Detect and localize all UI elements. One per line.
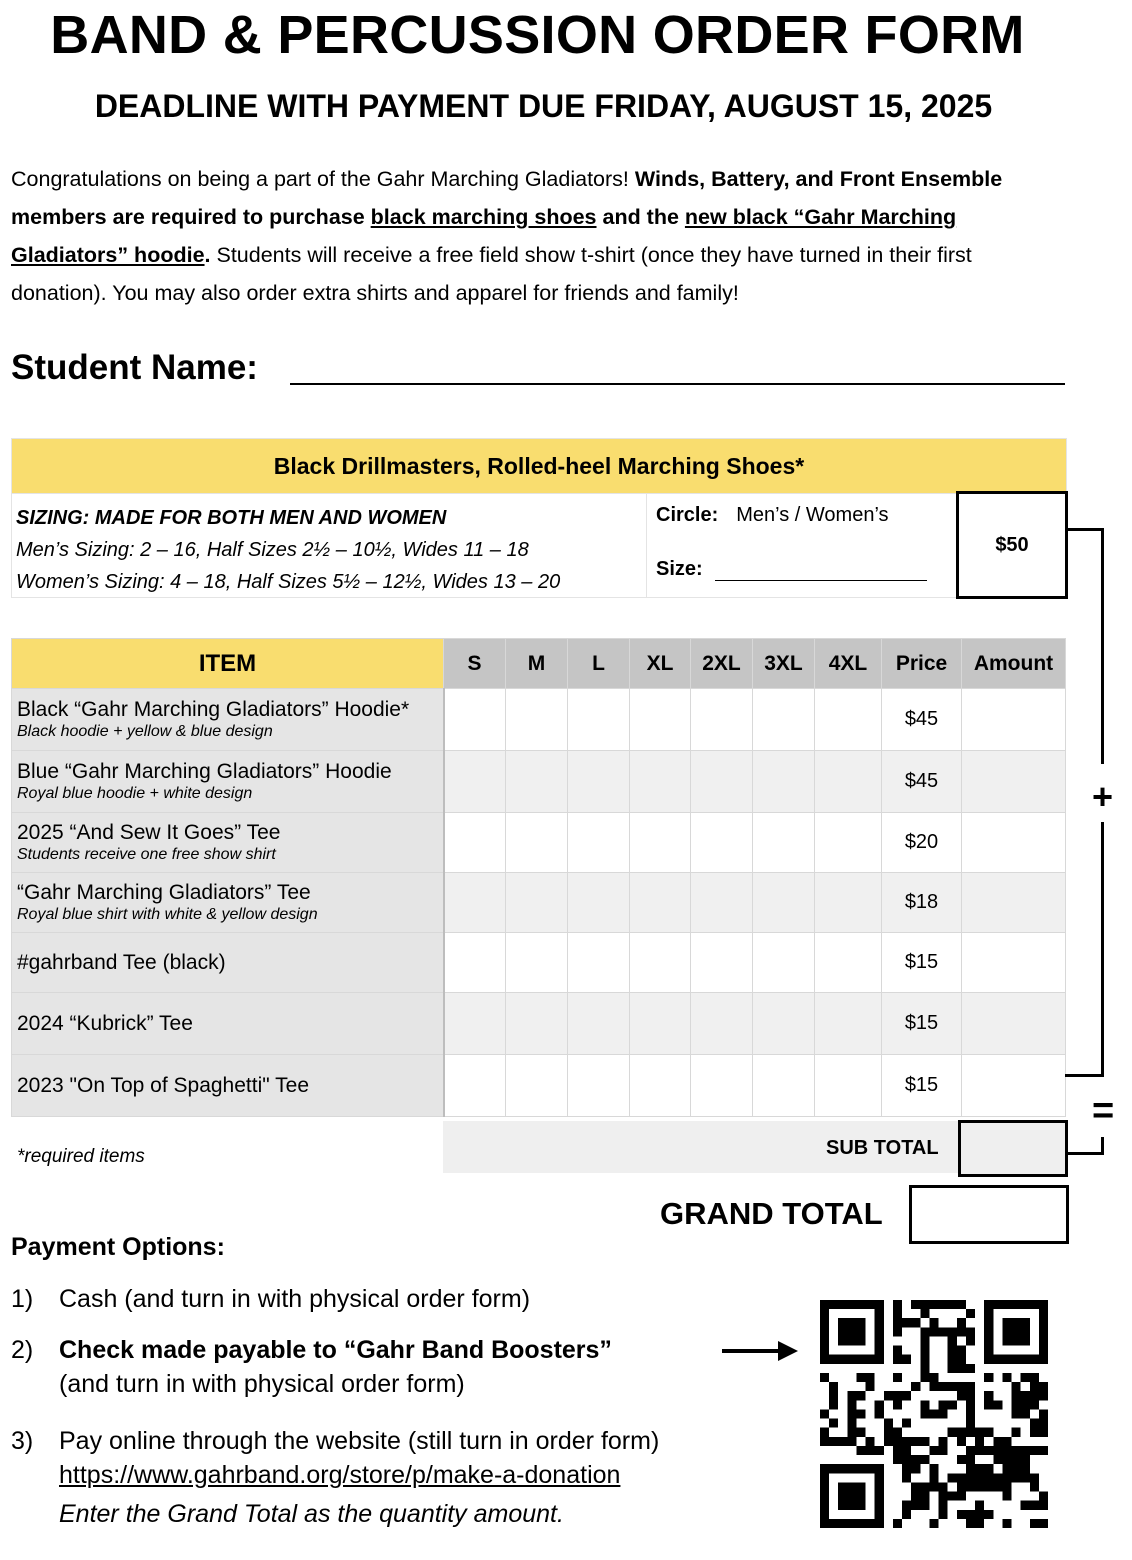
womens-sizing: Women’s Sizing: 4 – 18, Half Sizes 5½ – 12½, Wides 13 – 20 [16, 571, 561, 593]
qty-m-field[interactable] [506, 873, 568, 933]
intro-bold-3: . [204, 243, 211, 267]
intro-bold-1: Winds, Battery, and Front Ensemble members are required to purchase [11, 167, 1003, 229]
col-price: Price [882, 639, 962, 689]
item-description: Royal blue hoodie + white design [17, 784, 253, 802]
item-name: 2025 “And Sew It Goes” Tee [17, 820, 281, 844]
col-s: S [444, 639, 506, 689]
qty-l-field[interactable] [568, 751, 630, 813]
payment-options-title: Payment Options: [11, 1233, 225, 1261]
qty-s-field[interactable] [444, 933, 506, 993]
col-item: ITEM [12, 639, 444, 689]
intro-shoes-requirement: black marching shoes [370, 205, 597, 229]
amount-field[interactable] [962, 1055, 1066, 1117]
option-text: Check made payable to “Gahr Band Boosters” [59, 1336, 612, 1364]
shoe-size-label: Size: [656, 558, 703, 580]
item-description: Students receive one free show shirt [17, 845, 276, 863]
qty-3xl-field[interactable] [753, 1055, 815, 1117]
intro-text: Congratulations on being a part of the Gahr Marching Gladiators! [11, 167, 635, 191]
qty-4xl-field[interactable] [815, 1055, 882, 1117]
table-header-row [12, 639, 1066, 689]
shoes-divider [646, 493, 647, 597]
item-description: Black hoodie + yellow & blue design [17, 722, 273, 740]
qty-l-field[interactable] [568, 1055, 630, 1117]
table-row [12, 689, 1066, 751]
shoes-heading: Black Drillmasters, Rolled-heel Marching Shoes* [11, 438, 1067, 494]
option-number: 2) [11, 1336, 34, 1364]
gender-circle-choice[interactable] [656, 504, 889, 527]
col-2xl: 2XL [691, 639, 753, 689]
qty-l-field[interactable] [568, 933, 630, 993]
item-name-cell [12, 1055, 444, 1117]
qty-m-field[interactable] [506, 751, 568, 813]
grand-total-field[interactable] [909, 1185, 1069, 1244]
col-l: L [568, 639, 630, 689]
qty-s-field[interactable] [444, 751, 506, 813]
option-number: 1) [11, 1285, 34, 1313]
item-name: Black “Gahr Marching Gladiators” Hoodie* [17, 697, 410, 721]
qty-4xl-field[interactable] [815, 813, 882, 873]
qty-xl-field[interactable] [630, 689, 691, 751]
shoe-price-box: $50 [956, 491, 1068, 599]
item-price: $18 [882, 873, 962, 933]
qty-l-field[interactable] [568, 993, 630, 1055]
qty-3xl-field[interactable] [753, 993, 815, 1055]
item-name: “Gahr Marching Gladiators” Tee [17, 880, 311, 904]
qty-4xl-field[interactable] [815, 993, 882, 1055]
option-text: Cash (and turn in with physical order form) [59, 1285, 531, 1313]
item-name-cell [12, 751, 444, 813]
qty-m-field[interactable] [506, 689, 568, 751]
col-xl: XL [630, 639, 691, 689]
qty-m-field[interactable] [506, 813, 568, 873]
qty-3xl-field[interactable] [753, 933, 815, 993]
intro-bold-2: and the [596, 205, 685, 229]
item-price: $45 [882, 751, 962, 813]
qty-xl-field[interactable] [630, 993, 691, 1055]
item-name: Blue “Gahr Marching Gladiators” Hoodie [17, 759, 392, 783]
equals-symbol: = [1092, 1090, 1115, 1132]
qty-l-field[interactable] [568, 689, 630, 751]
qty-xl-field[interactable] [630, 751, 691, 813]
item-description: Royal blue shirt with white & yellow design [17, 905, 318, 923]
student-name-field[interactable] [290, 383, 1065, 385]
bracket-lower [1101, 822, 1104, 1077]
col-amount: Amount [962, 639, 1066, 689]
qty-l-field[interactable] [568, 873, 630, 933]
amount-field[interactable] [962, 751, 1066, 813]
item-name-cell [12, 873, 444, 933]
qty-m-field[interactable] [506, 993, 568, 1055]
qty-2xl-field[interactable] [691, 873, 753, 933]
option-text: Pay online through the website (still turn in order form) [59, 1427, 660, 1455]
qty-3xl-field[interactable] [753, 873, 815, 933]
item-price: $45 [882, 689, 962, 751]
qty-s-field[interactable] [444, 689, 506, 751]
subtotal-connector [1065, 1152, 1104, 1155]
qty-2xl-field[interactable] [691, 1055, 753, 1117]
table-row [12, 993, 1066, 1055]
qty-l-field[interactable] [568, 813, 630, 873]
table-row [12, 813, 1066, 873]
qty-m-field[interactable] [506, 1055, 568, 1117]
qty-4xl-field[interactable] [815, 689, 882, 751]
item-name: 2023 "On Top of Spaghetti" Tee [17, 1073, 310, 1097]
qty-3xl-field[interactable] [753, 689, 815, 751]
qty-s-field[interactable] [444, 993, 506, 1055]
bracket-top [1065, 528, 1104, 531]
circle-options[interactable]: Men’s / Women’s [736, 504, 889, 526]
intro-paragraph [11, 160, 1071, 312]
qty-4xl-field[interactable] [815, 933, 882, 993]
option-number: 3) [11, 1427, 34, 1455]
qty-2xl-field[interactable] [691, 813, 753, 873]
amount-field[interactable] [962, 993, 1066, 1055]
apparel-table [11, 638, 1066, 1117]
circle-label: Circle: [656, 504, 719, 526]
qty-xl-field[interactable] [630, 813, 691, 873]
col-m: M [506, 639, 568, 689]
qty-2xl-field[interactable] [691, 993, 753, 1055]
intro-text-2: Students will receive a free field show t-shirt (once they have turned in their first donation). You may also order extra shirts and apparel for friends and family! [11, 243, 972, 305]
subtotal-field[interactable] [958, 1120, 1068, 1177]
item-name: #gahrband Tee (black) [17, 950, 226, 974]
grand-total-label: GRAND TOTAL [660, 1196, 883, 1231]
qty-s-field[interactable] [444, 873, 506, 933]
student-name-label: Student Name: [11, 348, 258, 387]
item-price: $15 [882, 993, 962, 1055]
table-row [12, 933, 1066, 993]
item-name-cell [12, 993, 444, 1055]
required-note: *required items [17, 1146, 145, 1167]
plus-symbol: + [1092, 776, 1114, 817]
qty-2xl-field[interactable] [691, 933, 753, 993]
form-title: BAND & PERCUSSION ORDER FORM [50, 5, 1025, 65]
qty-xl-field[interactable] [630, 1055, 691, 1117]
grand-total-instruction: Enter the Grand Total as the quantity amount. [59, 1500, 564, 1528]
item-name-cell [12, 813, 444, 873]
qty-4xl-field[interactable] [815, 751, 882, 813]
mens-sizing: Men’s Sizing: 2 – 16, Half Sizes 2½ – 10½, Wides 11 – 18 [16, 539, 529, 561]
arrow-right-icon [720, 1336, 800, 1366]
qty-xl-field[interactable] [630, 873, 691, 933]
qty-s-field[interactable] [444, 1055, 506, 1117]
amount-field[interactable] [962, 689, 1066, 751]
deadline-notice: DEADLINE WITH PAYMENT DUE FRIDAY, AUGUST 15, 2025 [94, 88, 993, 124]
table-row [12, 751, 1066, 813]
subtotal-connector-tick [1101, 1137, 1104, 1155]
amount-field[interactable] [962, 813, 1066, 873]
amount-field[interactable] [962, 873, 1066, 933]
qty-3xl-field[interactable] [753, 813, 815, 873]
qty-3xl-field[interactable] [753, 751, 815, 813]
sizing-header: SIZING: MADE FOR BOTH MEN AND WOMEN [16, 507, 447, 529]
qty-xl-field[interactable] [630, 933, 691, 993]
shoe-size-field[interactable] [715, 580, 927, 581]
col-3xl: 3XL [753, 639, 815, 689]
item-price: $15 [882, 1055, 962, 1117]
subtotal-label: SUB TOTAL [826, 1137, 939, 1159]
qty-s-field[interactable] [444, 813, 506, 873]
item-name: 2024 “Kubrick” Tee [17, 1011, 193, 1035]
donation-link[interactable]: https://www.gahrband.org/store/p/make-a-donation [59, 1461, 621, 1489]
amount-field[interactable] [962, 933, 1066, 993]
item-price: $20 [882, 813, 962, 873]
table-row [12, 1055, 1066, 1117]
qty-2xl-field[interactable] [691, 751, 753, 813]
bracket-bottom [1065, 1074, 1104, 1077]
bracket-upper [1101, 528, 1104, 764]
qr-code-icon[interactable] [820, 1300, 1048, 1528]
item-name-cell [12, 689, 444, 751]
item-name-cell [12, 933, 444, 993]
qty-4xl-field[interactable] [815, 873, 882, 933]
payment-option-check-note: (and turn in with physical order form) [59, 1370, 465, 1398]
qty-m-field[interactable] [506, 933, 568, 993]
intro-hoodie-requirement: new black “Gahr Marching Gladiators” hoodie [11, 205, 957, 267]
item-price: $15 [882, 933, 962, 993]
col-4xl: 4XL [815, 639, 882, 689]
qty-2xl-field[interactable] [691, 689, 753, 751]
shoe-sizing-info [16, 502, 560, 598]
table-row [12, 873, 1066, 933]
